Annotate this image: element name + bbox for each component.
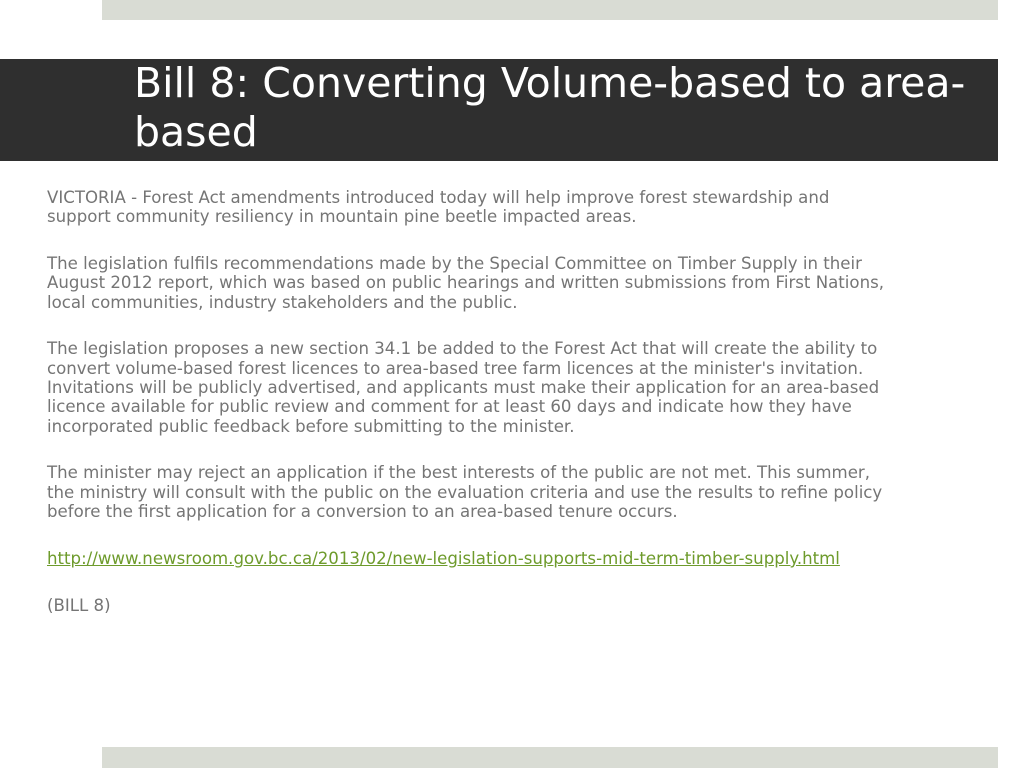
paragraph-section-34-1: The legislation proposes a new section 34.1 be added to the Forest Act that will create the ability to convert volume-based forest licences to area-based tree farm licences at the minister's invitation. Invitations will be publicly advertised, and applicants must make their application for an area-based licence available for public review and comment for at least 60 days and indicate how they have incorporated public feedback before submitting to the minister. (47, 339, 880, 436)
paragraph-minister-reject: The minister may reject an application if the best interests of the public are not met. This summer, the ministry will consult with the public on the evaluation criteria and use the results to refine policy before the first application for a conversion to an area-based tenure occurs. (47, 463, 883, 522)
slide-body (47, 188, 897, 642)
slide-title: Bill 8: Converting Volume-based to area-based (134, 59, 966, 156)
paragraph-intro: VICTORIA - Forest Act amendments introduced today will help improve forest stewardship and support community resiliency in mountain pine beetle impacted areas. (47, 188, 830, 227)
link-paragraph (47, 549, 897, 568)
newsroom-link[interactable]: http://www.newsroom.gov.bc.ca/2013/02/new-legislation-supports-mid-term-timber-supply.html (47, 548, 840, 568)
title-bar (0, 59, 998, 161)
bill-note: (BILL 8) (47, 595, 111, 615)
paragraph-recommendations: The legislation fulfils recommendations made by the Special Committee on Timber Supply in their August 2012 report, which was based on public hearings and written submissions from First Nations, local communities, industry stakeholders and the public. (47, 254, 885, 312)
bottom-accent-band (102, 747, 998, 768)
top-accent-band (102, 0, 998, 20)
